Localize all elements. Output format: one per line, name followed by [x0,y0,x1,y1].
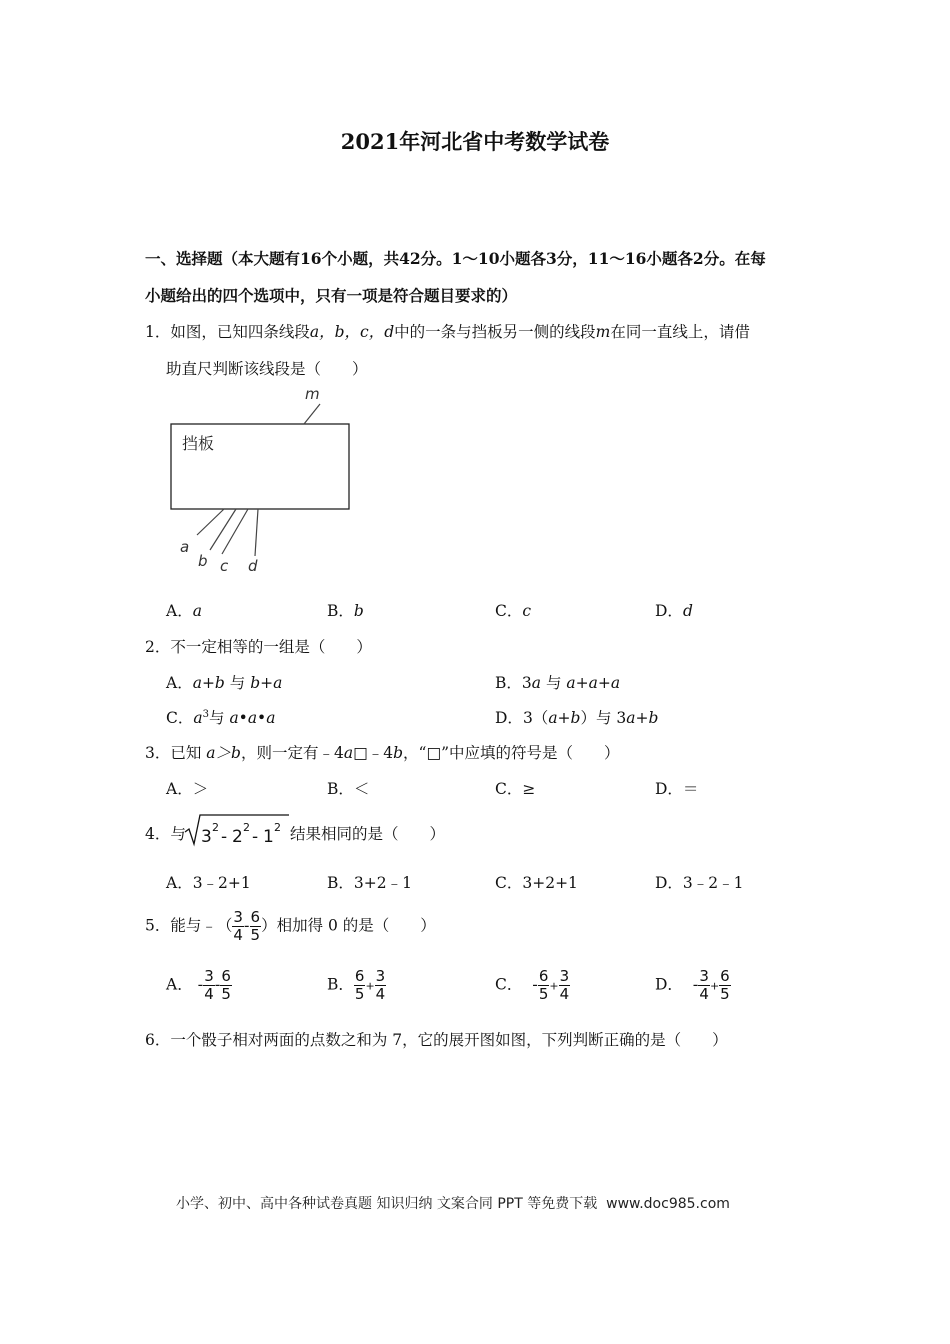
label-m: m [305,385,320,403]
q5-frac-1: $\frac{3}{4}$ [233,908,243,944]
segment-a [197,509,224,535]
segment-m [304,404,320,424]
q3-stem: 3．已知 a＞b，则一定有﹣4a□﹣4b，“□”中应填的符号是（ ） [145,744,620,762]
q1-vars: a，b，c，d [309,323,395,341]
radicand-base-2: 2 [232,827,243,847]
q5-option-d[interactable]: D． - $\frac{3}{4}$ + $\frac{6}{5}$ [655,967,730,1003]
footer [176,1193,730,1213]
footer-site-link[interactable]: www.doc985.com [606,1196,730,1212]
segment-d [255,509,258,556]
q1-text-c: 在同一直线上，请借 [610,323,750,341]
footer-text: 小学、初中、高中各种试卷真题 知识归纳 文案合同 PPT 等免费下载 [176,1196,598,1212]
q2-option-b[interactable]: B．3a 与 a+a+a [495,674,621,692]
radicand-minus-1: - [221,827,228,847]
q1-option-c[interactable]: C．c [495,602,532,620]
q5-stem: 5．能与﹣（ $\frac{3}{4}$ - $\frac{6}{5}$ ）相加得 0 的是（ ） [145,908,436,944]
q3-option-b[interactable]: B．＜ [327,780,370,798]
q5-option-c[interactable]: C． - $\frac{6}{5}$ + $\frac{3}{4}$ [495,967,570,1003]
q5-option-a[interactable]: A． - $\frac{3}{4}$ - $\frac{6}{5}$ [166,967,231,1003]
segment-b [210,509,236,550]
radicand-base-1: 3 [201,827,212,847]
label-a: a [180,538,190,556]
q1-var-m: m [595,323,611,341]
radicand-exp-1: 2 [212,821,219,834]
q5-frac-2: $\frac{6}{5}$ [250,908,261,944]
radicand-exp-3: 2 [274,821,281,834]
label-b: b [198,552,208,570]
q3-option-c[interactable]: C．≥ [495,780,536,798]
q4-option-c[interactable]: C．3+2+1 [495,874,578,892]
q4-sqrt-expression [183,812,291,848]
q5-option-b[interactable]: B． $\frac{6}{5}$ + $\frac{3}{4}$ [327,967,386,1003]
radicand-minus-2: - [252,827,259,847]
page-title: 2021年河北省中考数学试卷 [340,129,610,154]
q1-stem-line2: 助直尺判断该线段是（ ） [166,360,368,378]
q4-option-b[interactable]: B．3+2﹣1 [327,874,412,892]
q1-text-b: 中的一条与挡板另一侧的线段 [394,323,596,341]
q1-option-d[interactable]: D．d [655,602,693,620]
q4-stem-post: 结果相同的是（ ） [290,825,446,843]
q2-option-c[interactable]: C．$a^3$与 a•a•a [166,708,276,727]
label-d: d [248,557,258,575]
q4-option-d[interactable]: D．3﹣2﹣1 [655,874,744,892]
q1-option-b[interactable]: B．b [327,602,364,620]
q6-stem: 6．一个骰子相对两面的点数之和为 7，它的展开图如图，下列判断正确的是（ ） [145,1031,728,1049]
q1-option-a[interactable]: A．a [166,602,202,620]
q3-option-a[interactable]: A．＞ [166,780,209,798]
radicand-base-3: 1 [263,827,274,847]
q2-option-a[interactable]: A．a+b 与 b+a [166,674,283,692]
label-c: c [220,557,229,575]
section-header-line2: 小题给出的四个选项中，只有一项是符合题目要求的） [145,286,518,305]
q1-text-a: 1．如图，已知四条线段 [145,323,310,341]
section-header-line1: 一、选择题（本大题有16个小题，共42分。1～10小题各3分，11～16小题各2分。在每 [145,249,766,268]
segment-c [222,509,248,554]
q4-option-a[interactable]: A．3﹣2+1 [166,874,251,892]
q2-option-d[interactable]: D．3（a+b）与 3a+b [495,709,659,727]
q4-stem: 4．与 [145,825,186,843]
board-label: 挡板 [182,434,215,453]
q2-stem: 2．不一定相等的一组是（ ） [145,638,372,656]
q1-stem-line1 [145,320,750,342]
q1-figure [160,382,370,582]
q3-option-d[interactable]: D．＝ [655,780,699,798]
radicand-exp-2: 2 [243,821,250,834]
